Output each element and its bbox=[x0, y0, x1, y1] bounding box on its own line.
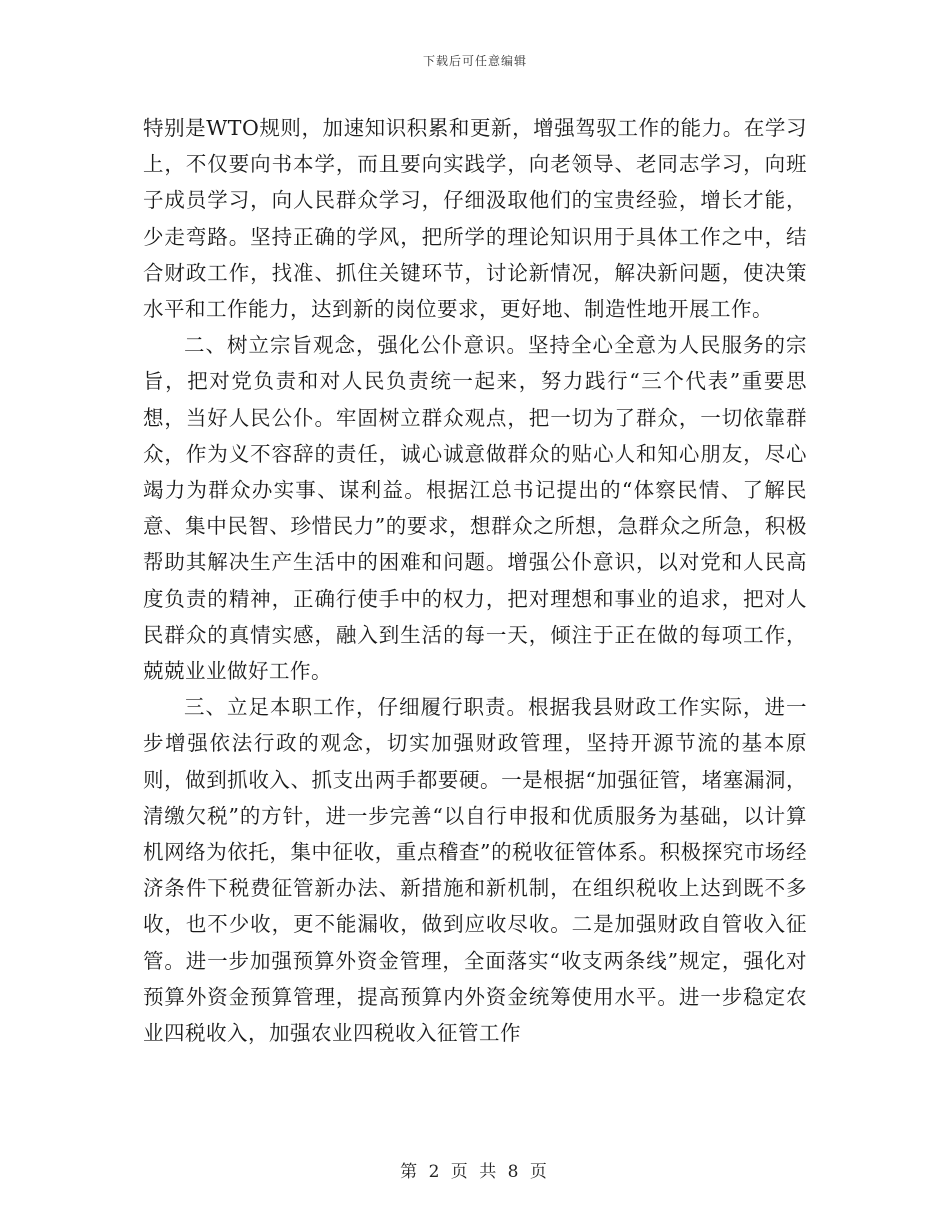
document-body bbox=[143, 110, 807, 1051]
body-paragraph-2: 二、树立宗旨观念，强化公仆意识。坚持全心全意为人民服务的宗旨，把对党负责和对人民负责统一起来，努力践行“三个代表”重要思想，当好人民公仆。牢固树立群众观点，把一切为了群众，一切依靠群众，作为义不容辞的责任，诚心诚意做群众的贴心人和知心朋友，尽心竭力为群众办实事、谋利益。根据江总书记提出的“体察民情、了解民意、集中民智、珍惜民力”的要求，想群众之所想，急群众之所急，积极帮助其解决生产生活中的困难和问题。增强公仆意识，以对党和人民高度负责的精神，正确行使手中的权力，把对理想和事业的追求，把对人民群众的真情实感，融入到生活的每一天，倾注于正在做的每项工作，兢兢业业做好工作。 bbox=[143, 333, 807, 684]
body-paragraph-1: 特别是WTO规则，加速知识积累和更新，增强驾驭工作的能力。在学习上，不仅要向书本学，而且要向实践学，向老领导、老同志学习，向班子成员学习，向人民群众学习，仔细汲取他们的宝贵经验，增长才能，少走弯路。坚持正确的学风，把所学的理论知识用于具体工作之中，结合财政工作，找准、抓住关键环节，讨论新情况，解决新问题，使决策水平和工作能力，达到新的岗位要求，更好地、制造性地开展工作。 bbox=[143, 116, 807, 322]
body-paragraph-3: 三、立足本职工作，仔细履行职责。根据我县财政工作实际，进一步增强依法行政的观念，切实加强财政管理，坚持开源节流的基本原则，做到抓收入、抓支出两手都要硬。一是根据“加强征管，堵塞漏洞，清缴欠税”的方针，进一步完善“以自行申报和优质服务为基础，以计算机网络为依托，集中征收，重点稽查”的税收征管体系。积极探究市场经济条件下税费征管新办法、新措施和新机制，在组织税收上达到既不多收，也不少收，更不能漏收，做到应收尽收。二是加强财政自管收入征管。进一步加强预算外资金管理，全面落实“收支两条线”规定，强化对预算外资金预算管理，提高预算内外资金统筹使用水平。进一步稳定农业四税收入，加强农业四税收入征管工作 bbox=[143, 695, 807, 1046]
page-number: 第 2 页 共 8 页 bbox=[400, 1162, 550, 1182]
page-header: 下载后可任意编辑 bbox=[422, 54, 527, 68]
